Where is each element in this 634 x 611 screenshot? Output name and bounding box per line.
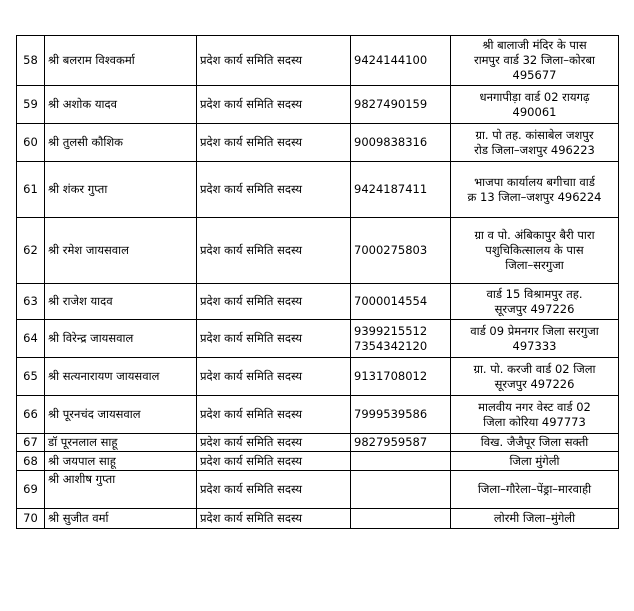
- table-row: [17, 320, 619, 358]
- member-name-cell: श्री विरेन्द्र जायसवाल: [45, 320, 197, 358]
- table-row: [17, 218, 619, 284]
- designation-cell: प्रदेश कार्य समिति सदस्य: [197, 358, 351, 396]
- phone-number: 9399215512: [354, 323, 428, 338]
- address-line: सूरजपुर 497226: [494, 301, 575, 316]
- serial-number-cell: 67: [17, 434, 45, 452]
- address-cell: [451, 86, 619, 124]
- members-table: [16, 35, 619, 529]
- serial-number-cell: 64: [17, 320, 45, 358]
- phone-cell: [351, 396, 451, 434]
- address-cell: [451, 162, 619, 218]
- address-cell: [451, 396, 619, 434]
- serial-number-cell: 60: [17, 124, 45, 162]
- phone-cell: [351, 452, 451, 471]
- phone-cell: [351, 124, 451, 162]
- table-row: [17, 36, 619, 86]
- phone-number: 7354342120: [354, 338, 428, 353]
- phone-number: 7000275803: [354, 243, 428, 257]
- phone-number: 9424144100: [354, 53, 428, 67]
- table-row: [17, 434, 619, 452]
- serial-number-cell: 58: [17, 36, 45, 86]
- address-line: धनगापीड़ा वार्ड 02 रायगढ़: [479, 89, 590, 104]
- address-cell: [451, 434, 619, 452]
- member-name-cell: श्री तुलसी कौशिक: [45, 124, 197, 162]
- table-row: [17, 509, 619, 529]
- designation-cell: प्रदेश कार्य समिति सदस्य: [197, 124, 351, 162]
- address-cell: [451, 509, 619, 529]
- designation-cell: प्रदेश कार्य समिति सदस्य: [197, 86, 351, 124]
- member-name-cell: डॉ पूरनलाल साहू: [45, 434, 197, 452]
- member-name-cell: श्री शंकर गुप्ता: [45, 162, 197, 218]
- member-name-cell: श्री बलराम विश्वकर्मा: [45, 36, 197, 86]
- table-row: [17, 86, 619, 124]
- address-cell: [451, 452, 619, 471]
- member-name-cell: श्री रमेश जायसवाल: [45, 218, 197, 284]
- address-line: जिला मुंगेली: [509, 453, 560, 468]
- designation-cell: प्रदेश कार्य समिति सदस्य: [197, 320, 351, 358]
- serial-number-cell: 70: [17, 509, 45, 529]
- serial-number-cell: 68: [17, 452, 45, 471]
- table-row: [17, 284, 619, 320]
- table-row: [17, 162, 619, 218]
- serial-number-cell: 62: [17, 218, 45, 284]
- address-line: विख. जैजैपूर जिला सक्ती: [480, 435, 589, 449]
- member-name-cell: श्री आशीष गुप्ता: [45, 471, 197, 509]
- address-line: 497333: [512, 338, 557, 353]
- address-cell: [451, 218, 619, 284]
- designation-cell: प्रदेश कार्य समिति सदस्य: [197, 162, 351, 218]
- address-line: मालवीय नगर वेस्ट वार्ड 02: [478, 399, 591, 414]
- address-line: जिला–सरगुजा: [505, 258, 564, 272]
- serial-number-cell: 65: [17, 358, 45, 396]
- serial-number-cell: 59: [17, 86, 45, 124]
- address-line: वार्ड 15 विश्रामपुर तह.: [486, 286, 583, 301]
- address-cell: [451, 284, 619, 320]
- address-line: 495677: [512, 68, 557, 82]
- serial-number-cell: 61: [17, 162, 45, 218]
- address-cell: [451, 320, 619, 358]
- address-line: जिला–गौरेला–पेंड्रा–मारवाही: [477, 482, 592, 496]
- address-line: रोड जिला–जशपुर 496223: [474, 142, 595, 157]
- phone-number: 7999539586: [354, 407, 428, 421]
- address-cell: [451, 36, 619, 86]
- member-name-cell: श्री राजेश यादव: [45, 284, 197, 320]
- phone-number: 9131708012: [354, 369, 428, 383]
- address-line: सूरजपुर 497226: [494, 376, 575, 391]
- address-cell: [451, 471, 619, 509]
- address-line: क्र 13 जिला–जशपुर 496224: [467, 189, 602, 204]
- designation-cell: प्रदेश कार्य समिति सदस्य: [197, 218, 351, 284]
- address-line: ग्रा. पो. करजी वार्ड 02 जिला: [473, 361, 596, 376]
- designation-cell: प्रदेश कार्य समिति सदस्य: [197, 434, 351, 452]
- serial-number-cell: 63: [17, 284, 45, 320]
- phone-cell: [351, 162, 451, 218]
- phone-number: 9009838316: [354, 135, 428, 149]
- table-row: [17, 124, 619, 162]
- phone-number: 9827490159: [354, 97, 428, 111]
- member-name-cell: श्री सुजीत वर्मा: [45, 509, 197, 529]
- phone-cell: [351, 218, 451, 284]
- address-line: भाजपा कार्यालय बगीचाा वार्ड: [474, 174, 595, 189]
- table-row: [17, 358, 619, 396]
- serial-number-cell: 66: [17, 396, 45, 434]
- address-line: रामपुर वार्ड 32 जिला–कोरबा: [473, 53, 595, 67]
- address-line: लोरमी जिला–मुंगेली: [493, 511, 576, 525]
- phone-number: 9424187411: [354, 182, 428, 196]
- address-cell: [451, 124, 619, 162]
- address-line: ग्रा व पो. अंबिकापुर बैरी पारा: [474, 228, 595, 242]
- designation-cell: प्रदेश कार्य समिति सदस्य: [197, 284, 351, 320]
- address-cell: [451, 358, 619, 396]
- address-line: श्री बालाजी मंदिर के पास: [482, 38, 587, 52]
- designation-cell: प्रदेश कार्य समिति सदस्य: [197, 396, 351, 434]
- address-line: जिला कोरिया 497773: [483, 414, 586, 429]
- address-line: वार्ड 09 प्रेमनगर जिला सरगुजा: [470, 323, 599, 338]
- phone-cell: [351, 36, 451, 86]
- members-table-body: [17, 36, 619, 529]
- address-line: पशुचिकित्सालय के पास: [485, 243, 584, 257]
- designation-cell: प्रदेश कार्य समिति सदस्य: [197, 509, 351, 529]
- phone-cell: [351, 86, 451, 124]
- table-row: [17, 471, 619, 509]
- phone-number: 7000014554: [354, 294, 428, 308]
- member-name-cell: श्री पूरनचंद जायसवाल: [45, 396, 197, 434]
- phone-cell: [351, 471, 451, 509]
- address-line: 490061: [512, 104, 557, 119]
- serial-number-cell: 69: [17, 471, 45, 509]
- table-row: [17, 396, 619, 434]
- member-name-cell: श्री अशोक यादव: [45, 86, 197, 124]
- phone-number: 9827959587: [354, 435, 428, 449]
- phone-cell: [351, 358, 451, 396]
- address-line: ग्रा. पो तह. कांसाबेल जशपुर: [475, 127, 594, 142]
- phone-cell: [351, 434, 451, 452]
- table-row: [17, 452, 619, 471]
- member-name-cell: श्री जयपाल साहू: [45, 452, 197, 471]
- designation-cell: प्रदेश कार्य समिति सदस्य: [197, 452, 351, 471]
- designation-cell: प्रदेश कार्य समिति सदस्य: [197, 471, 351, 509]
- phone-cell: [351, 509, 451, 529]
- member-name-cell: श्री सत्यनारायण जायसवाल: [45, 358, 197, 396]
- phone-cell: [351, 320, 451, 358]
- phone-cell: [351, 284, 451, 320]
- designation-cell: प्रदेश कार्य समिति सदस्य: [197, 36, 351, 86]
